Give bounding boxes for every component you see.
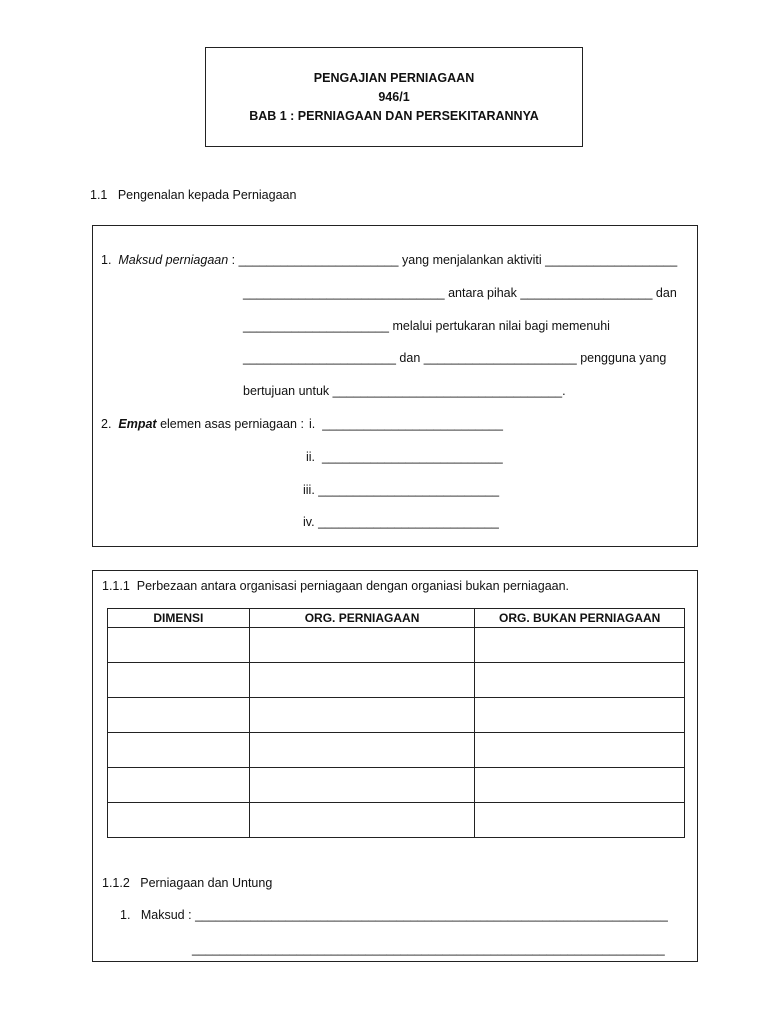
q1-line-1: 1. Maksud perniagaan : _______________________ yang menjalankan aktiviti ___________________ bbox=[101, 253, 678, 267]
section-title: Perbezaan antara organisasi perniagaan dengan organiasi bukan perniagaan. bbox=[136, 579, 570, 593]
table-cell[interactable] bbox=[249, 628, 475, 663]
q1-line-3: _____________________ melalui pertukaran nilai bagi memenuhi bbox=[243, 319, 610, 333]
subject-title: PENGAJIAN PERNIAGAAN bbox=[313, 71, 475, 85]
table-cell[interactable] bbox=[249, 733, 475, 768]
maksud-label: Maksud : bbox=[140, 908, 192, 922]
answer-blank[interactable]: __________________________ bbox=[322, 417, 503, 431]
subject-code: 946/1 bbox=[378, 90, 410, 104]
table-row bbox=[108, 803, 685, 838]
section-number: 1.1.2 bbox=[102, 876, 130, 890]
q2-item: iii. __________________________ bbox=[303, 483, 500, 497]
table-cell[interactable] bbox=[249, 663, 475, 698]
q2-emphasis: Empat bbox=[118, 417, 157, 431]
answer-blank[interactable]: ______________________ bbox=[423, 351, 577, 365]
answer-blank[interactable]: ____________________________________________________________________ bbox=[192, 942, 665, 956]
answer-blank[interactable]: _______________________ bbox=[238, 253, 399, 267]
q1-line-4: ______________________ dan ______________________ pengguna yang bbox=[243, 351, 667, 365]
section-heading-1-1 bbox=[90, 187, 296, 203]
table-row bbox=[108, 733, 685, 768]
question-box bbox=[92, 225, 698, 547]
answer-blank[interactable]: ___________________ bbox=[520, 286, 653, 300]
answer-blank[interactable]: ____________________________________________________________________ bbox=[195, 908, 668, 922]
table-cell[interactable] bbox=[249, 698, 475, 733]
answer-blank[interactable]: _____________________________ bbox=[243, 286, 445, 300]
answer-blank[interactable]: ___________________ bbox=[545, 253, 678, 267]
table-cell[interactable] bbox=[475, 733, 685, 768]
maksud-line: 1. Maksud : ____________________________________________________________________ bbox=[120, 908, 668, 922]
section-title: Perniagaan dan Untung bbox=[140, 876, 273, 890]
q2-item: i. __________________________ bbox=[309, 417, 503, 431]
section-title: Pengenalan kepada Perniagaan bbox=[117, 188, 297, 202]
table-cell[interactable] bbox=[249, 768, 475, 803]
section-heading-1-1-2 bbox=[102, 875, 272, 891]
table-cell[interactable] bbox=[475, 698, 685, 733]
comparison-box bbox=[92, 570, 698, 962]
answer-blank[interactable]: __________________________ bbox=[318, 483, 500, 497]
table-row bbox=[108, 663, 685, 698]
column-header-dimensi: DIMENSI bbox=[108, 609, 250, 628]
q1-line-2: _____________________________ antara pihak ___________________ dan bbox=[243, 286, 677, 300]
section-number: 1.1 bbox=[90, 188, 108, 202]
section-heading-1-1-1 bbox=[102, 578, 569, 594]
column-header-org-perniagaan: ORG. PERNIAGAAN bbox=[249, 609, 475, 628]
table-cell[interactable] bbox=[475, 628, 685, 663]
table-cell[interactable] bbox=[108, 663, 250, 698]
table-cell[interactable] bbox=[108, 698, 250, 733]
table-cell[interactable] bbox=[108, 733, 250, 768]
q1-number: 1. bbox=[101, 253, 112, 267]
q2-line: 2. Empat elemen asas perniagaan : bbox=[101, 417, 304, 431]
table-cell[interactable] bbox=[249, 803, 475, 838]
table-cell[interactable] bbox=[475, 663, 685, 698]
table-cell[interactable] bbox=[108, 628, 250, 663]
q1-term: Maksud perniagaan bbox=[118, 253, 229, 267]
chapter-title: BAB 1 : PERNIAGAAN DAN PERSEKITARANNYA bbox=[249, 109, 539, 123]
q2-number: 2. bbox=[101, 417, 112, 431]
maksud-line-2 bbox=[192, 941, 665, 957]
column-header-org-bukan-perniagaan: ORG. BUKAN PERNIAGAAN bbox=[475, 609, 685, 628]
table-cell[interactable] bbox=[475, 768, 685, 803]
comparison-table bbox=[107, 608, 685, 838]
table-cell[interactable] bbox=[108, 768, 250, 803]
section-number: 1.1.1 bbox=[102, 579, 130, 593]
table-row bbox=[108, 698, 685, 733]
table-header-row bbox=[108, 609, 685, 628]
table-row bbox=[108, 768, 685, 803]
table-cell[interactable] bbox=[108, 803, 250, 838]
table-row bbox=[108, 628, 685, 663]
q2-item: iv. __________________________ bbox=[303, 515, 499, 529]
q1-line-5: bertujuan untuk _________________________________. bbox=[243, 384, 566, 398]
answer-blank[interactable]: __________________________ bbox=[318, 515, 499, 529]
answer-blank[interactable]: _________________________________ bbox=[332, 384, 563, 398]
table-cell[interactable] bbox=[475, 803, 685, 838]
answer-blank[interactable]: __________________________ bbox=[321, 450, 503, 464]
title-box bbox=[205, 47, 583, 147]
q2-item: ii. __________________________ bbox=[306, 450, 503, 464]
answer-blank[interactable]: ______________________ bbox=[243, 351, 396, 365]
answer-blank[interactable]: _____________________ bbox=[243, 319, 389, 333]
